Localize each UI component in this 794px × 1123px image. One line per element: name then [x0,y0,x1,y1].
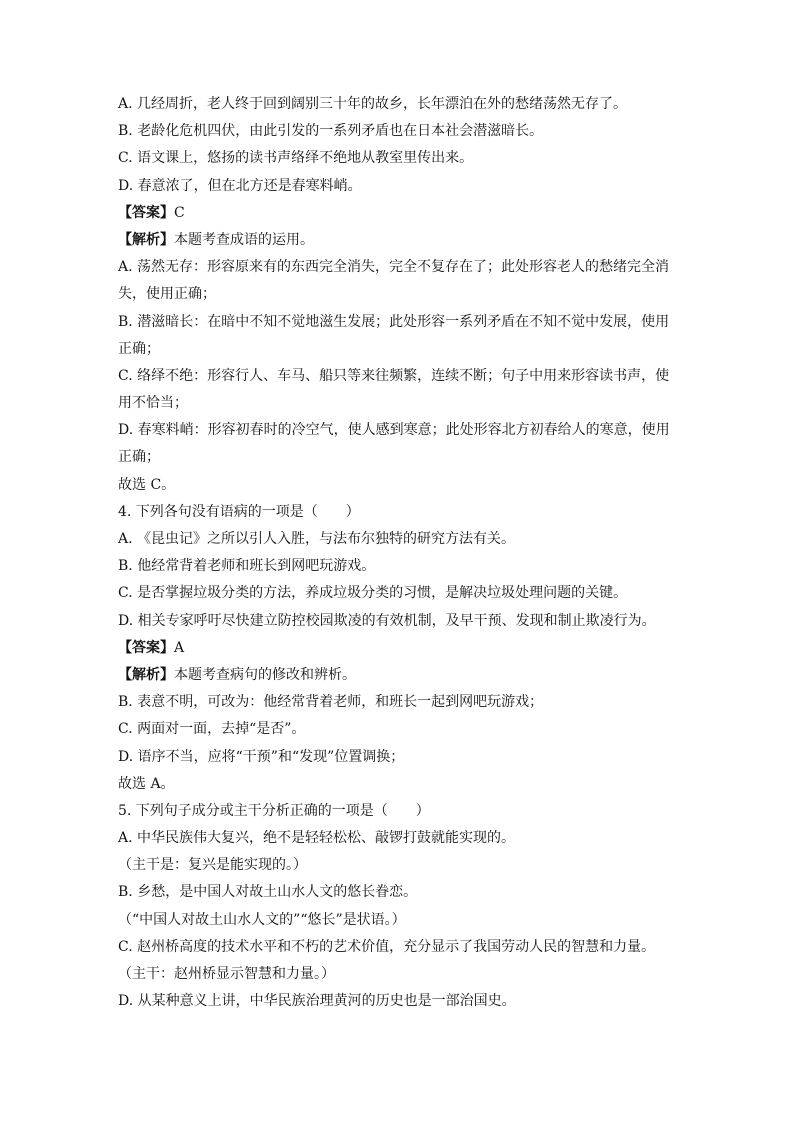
text-line: C. 两面对一面，去掉“是否”。 [118,721,306,738]
text-line: 故选 C。 [118,476,176,493]
question-line: 5. 下列句子成分或主干分析正确的一项是（ ） [118,802,430,819]
option-line: B. 乡愁，是中国人对故土山水人文的悠长眷恋。 [118,884,418,901]
text-line: A. 荡然无存：形容原来有的东西完全消失，完全不复存在了；此处形容老人的愁绪完全消 [118,259,670,276]
analysis-text: 本题考查病句的修改和辨析。 [174,666,356,683]
option-line: A. 中华民族伟大复兴，绝不是轻轻松松、敲锣打鼓就能实现的。 [118,830,516,847]
analysis-text: 本题考查成语的运用。 [174,231,314,248]
option-line: D. 春意浓了，但在北方还是春寒料峭。 [118,177,362,194]
text-line: D. 语序不当，应将“干预”和“发现”位置调换； [118,748,405,765]
answer-line [118,635,678,662]
text-line: C. 络绎不绝：形容行人、车马、船只等来往频繁，连续不断；句子中用来形容读书声，使 [118,367,670,384]
text-line: B. 潜滋暗长：在暗中不知不觉地滋生发展；此处形容一系列矛盾在不知不觉中发展，使用 [118,313,670,330]
text-line: D. 春寒料峭：形容初春时的冷空气，使人感到寒意；此处形容北方初春给人的寒意，使用 [118,422,670,439]
document-body [118,91,678,1015]
text-line: 失，使用正确； [118,286,216,303]
answer-value: C [174,204,185,221]
option-line: D. 从某种意义上讲，中华民族治理黄河的历史也是一部治国史。 [118,993,516,1010]
analysis-label: 【解析】 [118,231,174,248]
answer-label: 【答案】 [118,639,174,656]
option-line: C. 语文课上，悠扬的读书声络绎不绝地从教室里传出来。 [118,150,474,167]
answer-value: A [174,639,185,656]
analysis-line [118,227,678,254]
note-line: （主干：赵州桥显示智慧和力量。） [118,966,335,982]
text-line: 正确； [118,340,160,357]
option-line: C. 赵州桥高度的技术水平和不朽的艺术价值，充分显示了我国劳动人民的智慧和力量。 [118,938,656,955]
analysis-line [118,662,678,689]
question-line: 4. 下列各句没有语病的一项是（ ） [118,503,360,520]
option-line: A. 《昆虫记》之所以引人入胜，与法布尔独特的研究方法有关。 [118,531,516,547]
option-line: B. 老龄化危机四伏，由此引发的一系列矛盾也在日本社会潜滋暗长。 [118,123,544,140]
note-line: （“中国人对故土山水人文的”“悠长”是状语。） [118,911,406,928]
analysis-label: 【解析】 [118,666,174,683]
option-line: B. 他经常背着老师和班长到网吧玩游戏。 [118,558,376,575]
option-line: D. 相关专家呼吁尽快建立防控校园欺凌的有效机制，及早干预、发现和制止欺凌行为。 [118,612,656,629]
note-line: （主干是：复兴是能实现的。） [118,857,307,874]
text-line: 正确； [118,449,160,466]
option-line: C. 是否掌握垃圾分类的方法，养成垃圾分类的习惯，是解决垃圾处理问题的关键。 [118,585,628,602]
answer-label: 【答案】 [118,204,174,221]
text-line: 用不恰当； [118,395,188,412]
text-line: B. 表意不明，可改为：他经常背着老师，和班长一起到网吧玩游戏； [118,694,544,711]
option-line: A. 几经周折，老人终于回到阔别三十年的故乡，长年漂泊在外的愁绪荡然无存了。 [118,96,628,112]
text-line: 故选 A。 [118,775,175,792]
answer-line [118,200,678,227]
